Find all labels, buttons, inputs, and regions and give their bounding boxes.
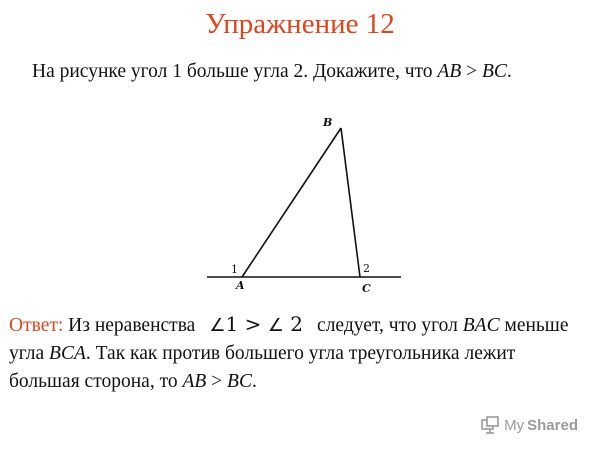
page-title: Упражнение 12 [205, 8, 395, 40]
angle-bac: BAC [462, 315, 500, 336]
problem-text: На рисунке угол 1 больше угла 2. Докажите, что [32, 61, 438, 82]
ineq-right: 2 [290, 312, 303, 336]
answer-part3: меньше угла [9, 315, 569, 364]
angle-1-label: 1 [231, 263, 238, 276]
ineq-left: 1 [225, 312, 239, 336]
gt-sign: > [206, 371, 228, 392]
myshared-watermark [481, 416, 578, 434]
vertex-b-label: B [323, 116, 333, 129]
angle-icon: ∠ [267, 315, 284, 336]
triangle-figure [195, 108, 415, 298]
problem-statement [32, 58, 580, 85]
triangle-diagram [195, 108, 415, 298]
segment-ab: AB [437, 61, 462, 82]
angle-inequality [200, 310, 312, 340]
gt-sign: > [461, 61, 482, 82]
side-ab [242, 128, 341, 277]
side-bc [341, 128, 360, 277]
answer-part1: Из неравенства [63, 315, 201, 336]
angle-icon: ∠ [209, 315, 226, 336]
angle-bca: BCA [49, 343, 86, 364]
watermark-shared: Shared [527, 416, 578, 434]
vertex-a-label: A [236, 279, 245, 292]
period: . [506, 61, 512, 82]
myshared-logo-icon [481, 416, 501, 434]
answer-label: Ответ: [9, 315, 64, 336]
answer-part2: следует, что угол [312, 315, 463, 336]
period: . [251, 371, 257, 392]
vertex-c-label: C [362, 282, 371, 295]
segment-bc: BC [481, 61, 507, 82]
ineq-op: > [244, 312, 262, 336]
answer-text [9, 310, 569, 396]
segment-bc: BC [227, 371, 252, 392]
segment-ab: AB [182, 371, 207, 392]
angle-2-label: 2 [363, 262, 370, 275]
answer-part4: . Так как против большего угла треугольника лежит большая сторона, то [9, 343, 516, 392]
watermark-my: My [504, 416, 525, 434]
